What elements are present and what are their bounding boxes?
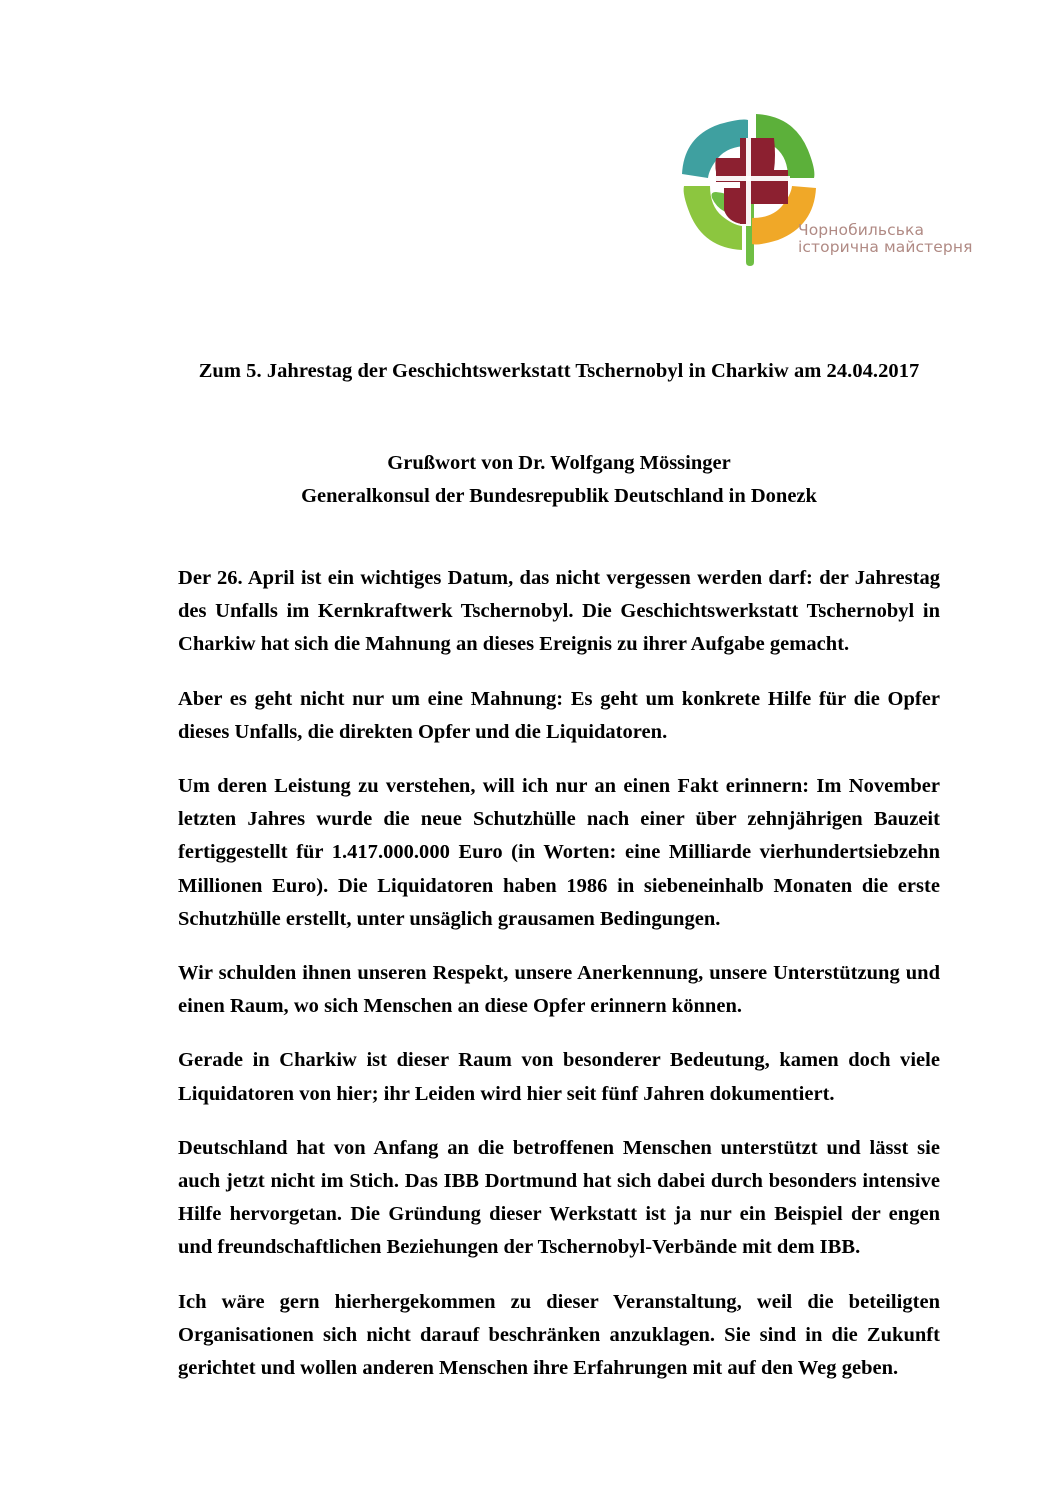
body-paragraph: Gerade in Charkiw ist dieser Raum von besonderer Bedeutung, kamen doch viele Liquidatoren von hier; ihr Leiden wird hier seit fünf Jahren dokumentiert. — [178, 1049, 940, 1105]
salutation-line-1: Grußwort von Dr. Wolfgang Mössinger — [387, 452, 731, 474]
organization-logo — [676, 112, 973, 282]
logo-wordmark — [798, 222, 978, 257]
body-paragraph: Deutschland hat von Anfang an die betroffenen Menschen unterstützt und lässt sie auch jetzt nicht im Stich. Das IBB Dortmund hat sich dabei durch besonders intensive Hilfe hervorgetan. Die Gründung dieser Werkstatt ist ja nur ein Beispiel der engen und freundschaftlichen Beziehungen der Tschernobyl-Verbände mit dem IBB. — [178, 1136, 940, 1259]
logo-wordmark-line-1: Чорнобильська — [798, 221, 925, 239]
body-paragraph: Um deren Leistung zu verstehen, will ich nur an einen Fakt erinnern: Im November letzten Jahres wurde die neue Schutzhülle nach einer über zehnjährigen Bauzeit fertiggestellt für 1.417.000.000 Euro (in Worten: eine Milliarde vierhundertsiebzehn Millionen Euro). Die Liquidatoren haben 1986 in siebeneinhalb Monaten die erste Schutzhülle erstellt, unter unsäglich grausamen Bedingungen. — [178, 775, 940, 930]
logo-wordmark-line-2: історична майстерня — [798, 238, 973, 257]
document-title: Zum 5. Jahrestag der Geschichtswerkstatt Tschernobyl in Charkiw am 24.04.2017 — [198, 360, 920, 382]
body-paragraph: Der 26. April ist ein wichtiges Datum, das nicht vergessen werden darf: der Jahrestag des Unfalls im Kernkraftwerk Tschernobyl. Die Geschichtswerkstatt Tschernobyl in Charkiw hat sich die Mahnung an dieses Ereignis zu ihrer Aufgabe gemacht. — [178, 567, 940, 656]
body-paragraph: Aber es geht nicht nur um eine Mahnung: Es geht um konkrete Hilfe für die Opfer dieses Unfalls, die direkten Opfer und die Liquidatoren. — [178, 687, 940, 743]
salutation-line-2: Generalkonsul der Bundesrepublik Deutschland in Donezk — [301, 485, 817, 508]
body-paragraph: Wir schulden ihnen unseren Respekt, unsere Anerkennung, unsere Unterstützung und einen Raum, wo sich Menschen an diese Opfer erinnern können. — [178, 962, 940, 1018]
body-paragraph: Ich wäre gern hierhergekommen zu dieser Veranstaltung, weil die beteiligten Organisationen sich nicht darauf beschränken anzuklagen. Sie sind in die Zukunft gerichtet und wollen anderen Menschen ihre Erfahrungen mit auf den Weg geben. — [178, 1290, 940, 1380]
salutation-block — [178, 447, 940, 513]
body-text — [178, 562, 940, 1385]
